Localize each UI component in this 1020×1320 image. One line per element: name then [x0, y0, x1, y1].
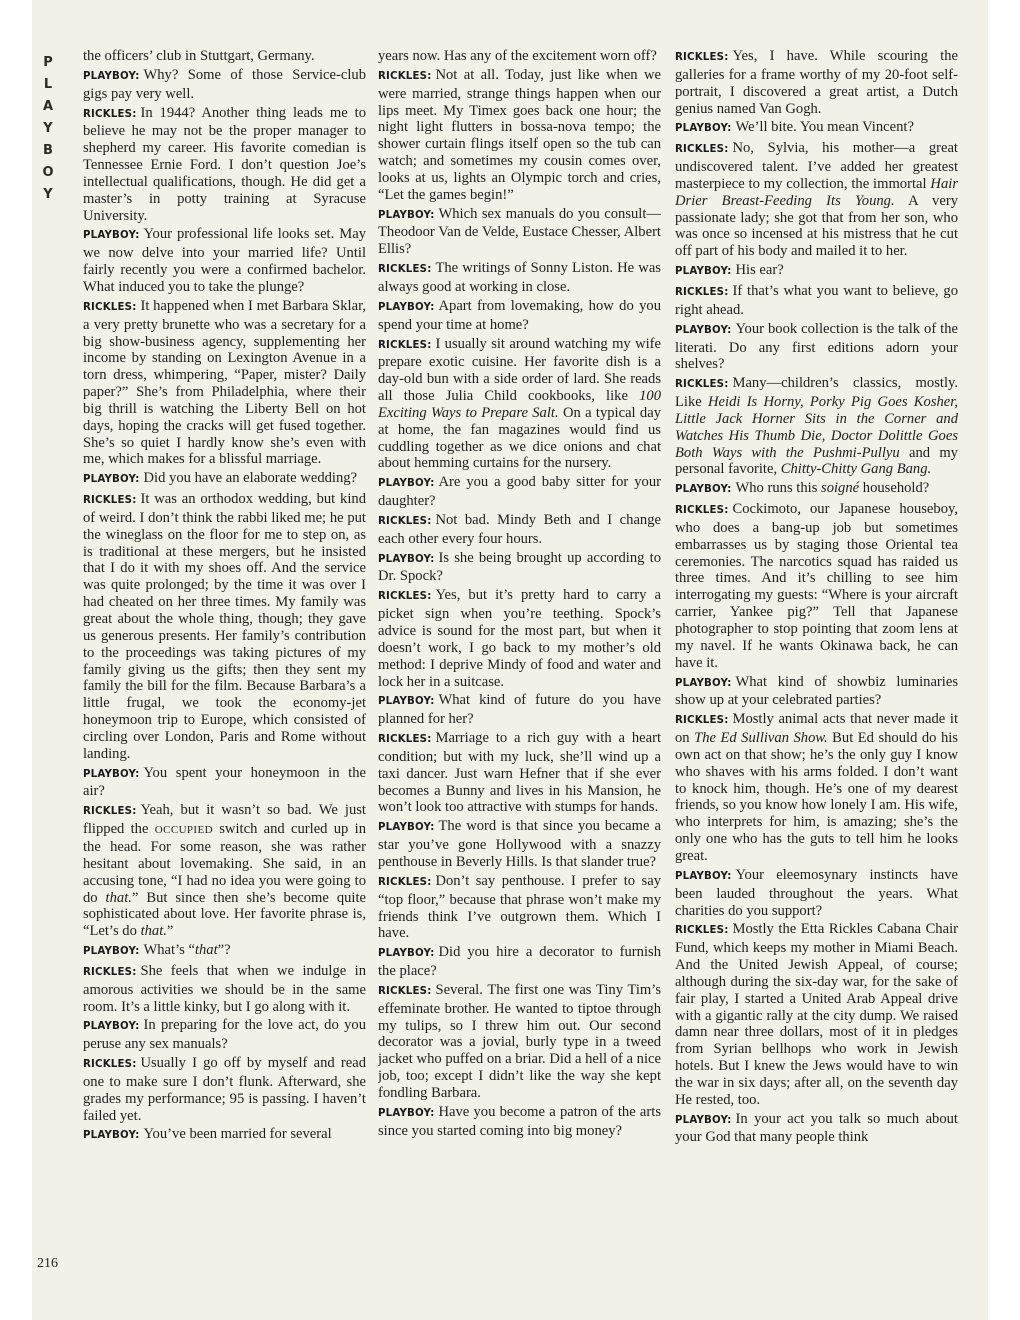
italic-title: that	[194, 942, 218, 959]
speaker-label: RICKLES:	[83, 806, 137, 818]
speaker-label: RICKLES:	[378, 876, 432, 888]
italic-title: that.	[140, 923, 167, 940]
interview-paragraph: RICKLES: Don’t say penthouse. I prefer to say “top floor,” because that phrase won’t make my friends think I’ve outgrown them. Which I have.	[378, 872, 661, 942]
italic-title: soigné	[821, 480, 860, 497]
interview-paragraph: RICKLES: Cockimoto, our Japanese houseboy, who does a bang-up job but sometimes embarrasses us by staging those Oriental tea ceremonies. The narcotics squad has raided us three times. And it’s chilling to see him interrogating my guests: “Where is your aircraft carrier, Yankee pig?” Tell that Japanese photographer to stop pointing that zoom lens at my navel. If he wants Okinawa back, he can have it.	[675, 501, 958, 671]
interview-paragraph: PLAYBOY: His ear?	[675, 262, 784, 279]
speaker-label: RICKLES:	[378, 985, 432, 997]
interview-paragraph: RICKLES: It was an orthodox wedding, but kind of weird. I don’t think the rabbi liked me; he put the wineglass on the floor for me to step on, as is traditional at these mergers, but he insisted that I do it with my shoes off. And the service was quite prolonged; by the time it was over I had cheated on her three times. My family was great about the whole thing, though; they gave us generous presents. Her family’s contribution to the proceedings was taking pictures of my family giving us the gifts; then they sent my family the bill for the film. Because Barbara’s a little frugal, we took the economy-jet honeymoon trip to Europe, which consisted of circling over London, Paris and Rome without landing.	[83, 491, 366, 762]
speaker-label: RICKLES:	[83, 301, 137, 313]
speaker-label: RICKLES:	[378, 515, 432, 527]
speaker-label: PLAYBOY:	[675, 870, 732, 882]
speaker-label: PLAYBOY:	[378, 822, 435, 834]
interview-paragraph: RICKLES: Mostly the Etta Rickles Cabana Chair Fund, which keeps my mother in Miami Beach. And the United Jewish Appeal, of course; although during the six-day war, for the sake of fair play, I started a United Arab Appeal drive with a gigantic rally at the city dump. We raised damn near three dollars, most of it in pledges from Syrian bellhops who work in Jewish hotels. But I knew the Jews would have to win the war in six days; after all, on the seventh day He rested, too.	[675, 921, 958, 1108]
speaker-label: PLAYBOY:	[378, 948, 435, 960]
interview-paragraph: RICKLES: Marriage to a rich guy with a heart condition; but with my luck, she’ll wind up a taxi dancer. Just warn Hefner that if she ever becomes a Bunny and lives in his Mansion, he won’t look too attractive with stumps for hands.	[378, 730, 661, 816]
speaker-label: PLAYBOY:	[83, 1021, 140, 1033]
small-caps-text: OCCUPIED	[154, 824, 213, 837]
running-head-letter: Y	[43, 121, 53, 136]
interview-paragraph: PLAYBOY: Who runs this soigné household?	[675, 480, 930, 497]
interview-paragraph: PLAYBOY: Apart from lovemaking, how do you spend your time at home?	[378, 297, 661, 333]
speaker-label: PLAYBOY:	[378, 209, 435, 221]
interview-paragraph: RICKLES: It happened when I met Barbara Sklar, a very pretty brunette who was a secretary for a big show-business agency, supplementing her income by standing on Lexington Avenue in a torn dress, whimpering, “Paper, mister? Daily paper?” She’s from Philadelphia, where their big thrill is watching the Liberty Bell on hot days, hoping the cracks will get fused together. She’s so quiet I hardly know she’s even with me, which makes for a blissful marriage.	[83, 297, 366, 468]
interview-paragraph: PLAYBOY: The word is that since you became a star you’ve gone Hollywood with a snazzy penthouse in Beverly Hills. Is that slander true?	[378, 818, 661, 870]
speaker-label: PLAYBOY:	[83, 70, 140, 82]
text-column-3	[675, 48, 958, 1273]
italic-title: that.	[105, 889, 132, 906]
interview-paragraph: PLAYBOY: We’ll bite. You mean Vincent?	[675, 119, 914, 136]
speaker-label: PLAYBOY:	[378, 1107, 435, 1119]
text-column-1	[83, 48, 366, 1273]
running-head-letter: Y	[43, 187, 53, 202]
speaker-label: RICKLES:	[378, 734, 432, 746]
interview-paragraph: the officers’ club in Stuttgart, Germany.	[83, 48, 315, 64]
interview-paragraph: years now. Has any of the excitement worn off?	[378, 48, 657, 64]
italic-title: Hair Drier Breast-Feeding Its Young.	[675, 175, 958, 209]
speaker-label: PLAYBOY:	[675, 324, 732, 336]
interview-paragraph: RICKLES: The writings of Sonny Liston. He was always good at working in close.	[378, 260, 661, 295]
interview-paragraph: PLAYBOY: Which sex manuals do you consult—Theodoor Van de Velde, Eustace Chesser, Albert Ellis?	[378, 205, 661, 258]
interview-paragraph: PLAYBOY: Your book collection is the talk of the literati. Do any first editions adorn your shelves?	[675, 320, 958, 373]
interview-paragraph: RICKLES: Mostly animal acts that never made it on The Ed Sullivan Show. But Ed should do his own act on that show; he’s the only guy I know who shaves with his arms folded. I don’t want to knock him, though. He’s one of my dearest friends, so you know how lonely I am. His wife, who interprets for him, is amazing; she’s the only one who has the guts to tell him he looks great.	[675, 711, 958, 864]
speaker-label: PLAYBOY:	[378, 553, 435, 565]
interview-paragraph: PLAYBOY: What’s “that”?	[83, 942, 231, 959]
speaker-label: RICKLES:	[675, 286, 729, 298]
interview-paragraph: RICKLES: Usually I go off by myself and read one to make sure I don’t flunk. Afterward, she grades my performance; 95 is passing. I haven’t failed yet.	[83, 1055, 366, 1124]
running-head-letter: L	[43, 77, 53, 92]
speaker-label: PLAYBOY:	[675, 123, 732, 135]
interview-paragraph: RICKLES: Many—children’s classics, mostly. Like Heidi Is Horny, Porky Pig Goes Kosher, Little Jack Horner Sits in the Corner and Watches His Thumb Die, Doctor Dolittle Goes Both Ways with the Pushmi-Pullyu and my personal favorite, Chitty-Chitty Gang Bang.	[675, 375, 958, 478]
interview-paragraph: RICKLES: Yeah, but it wasn’t so bad. We just flipped the OCCUPIED switch and curled up in the head. For some reason, she was rather hesitant about lovemaking. She said, in an accusing tone, “I had no idea you were going to do that.” But since then she’s become quite sophisticated about love. Her favorite phrase is, “Let’s do that.”	[83, 802, 366, 940]
interview-paragraph: PLAYBOY: Why? Some of those Service-club gigs pay very well.	[83, 66, 366, 102]
speaker-label: PLAYBOY:	[378, 301, 435, 313]
speaker-label: PLAYBOY:	[83, 946, 140, 958]
interview-paragraph: PLAYBOY: Did you hire a decorator to furnish the place?	[378, 944, 661, 980]
speaker-label: RICKLES:	[378, 264, 432, 276]
speaker-label: PLAYBOY:	[675, 484, 732, 496]
italic-title: Heidi Is Horny, Porky Pig Goes Kosher, Little Jack Horner Sits in the Corner and Watches His Thumb Die, Doctor Dolittle Goes Both Ways with the Pushmi-Pullyu	[675, 394, 958, 461]
speaker-label: PLAYBOY:	[675, 266, 732, 278]
running-head-letter: P	[43, 55, 53, 70]
interview-paragraph: PLAYBOY: Your professional life looks set. May we now delve into your married life? Until fairly recently you were a confirmed bachelor. What induced you to take the plunge?	[83, 226, 366, 295]
interview-paragraph: RICKLES: She feels that when we indulge in amorous activities we should be in the same room. It’s a little kinky, but I go along with it.	[83, 962, 366, 1015]
speaker-label: RICKLES:	[378, 591, 432, 603]
speaker-label: RICKLES:	[675, 925, 729, 937]
interview-paragraph: RICKLES: Not bad. Mindy Beth and I change each other every four hours.	[378, 511, 661, 547]
running-head-letter: O	[42, 165, 54, 180]
speaker-label: PLAYBOY:	[83, 1130, 140, 1142]
interview-paragraph: RICKLES: Yes, but it’s pretty hard to carry a picket sign when you’re teething. Spock’s advice is sound for the most part, but when it doesn’t work, I go back to my mother’s old method: I deprive Mindy of food and water and lock her in a suitcase.	[378, 587, 661, 690]
running-head-playboy	[40, 52, 56, 206]
speaker-label: PLAYBOY:	[675, 1114, 732, 1126]
speaker-label: RICKLES:	[83, 966, 137, 978]
interview-paragraph: PLAYBOY: You’ve been married for several	[83, 1126, 332, 1143]
italic-title: The Ed Sullivan Show.	[694, 730, 828, 747]
interview-paragraph: RICKLES: Yes, I have. While scouring the galleries for a frame worthy of my 20-foot self-portrait, I discovered a great artist, a Dutch genius named Van Gogh.	[675, 48, 958, 117]
speaker-label: RICKLES:	[675, 715, 729, 727]
interview-paragraph: RICKLES: Not at all. Today, just like when we were married, strange things happen when our lips meet. My Timex goes back one hour; the night light flutters in bossa-nova tempo; the shower curtain flings itself open so the tub can watch; and sometimes my cousin comes over, looks at us, lights an Olympic torch and cries, “Let the games begin!”	[378, 66, 661, 203]
speaker-label: PLAYBOY:	[83, 474, 140, 486]
interview-paragraph: RICKLES: I usually sit around watching my wife prepare exotic cuisine. Her favorite dish is a day-old bun with a side order of lard. She reads all those Julia Child cookbooks, like 100 Exciting Ways to Prepare Salt. On a typical day at home, the fan magazines would find us cuddling together as we dice onions and chat about hemming curtains for the nursery.	[378, 335, 661, 472]
interview-paragraph: RICKLES: If that’s what you want to believe, go right ahead.	[675, 282, 958, 318]
speaker-label: RICKLES:	[675, 52, 729, 63]
speaker-label: PLAYBOY:	[675, 677, 732, 689]
interview-paragraph: RICKLES: No, Sylvia, his mother—a great undiscovered talent. I’ve added her greatest masterpiece to my collection, the immortal Hair Drier Breast-Feeding Its Young. A very passionate lady; she got that from her son, who was once so incensed at his mistress that he cut off part of his body and mailed it to her.	[675, 140, 958, 260]
text-column-2	[378, 48, 661, 1273]
italic-title: 100 Exciting Ways to Prepare Salt.	[378, 388, 661, 421]
speaker-label: RICKLES:	[675, 379, 729, 391]
speaker-label: PLAYBOY:	[83, 230, 140, 242]
interview-paragraph: PLAYBOY: You spent your honeymoon in the air?	[83, 764, 366, 800]
italic-title: Chitty-Chitty Gang Bang.	[780, 461, 932, 478]
interview-paragraph: PLAYBOY: Is she being brought up according to Dr. Spock?	[378, 549, 661, 585]
running-head-letter: A	[42, 99, 54, 114]
speaker-label: PLAYBOY:	[378, 478, 435, 490]
speaker-label: RICKLES:	[378, 70, 432, 82]
running-head-letter: B	[43, 143, 53, 158]
speaker-label: PLAYBOY:	[83, 768, 140, 780]
speaker-label: RICKLES:	[378, 339, 432, 351]
speaker-label: PLAYBOY:	[378, 696, 435, 708]
interview-paragraph: PLAYBOY: In preparing for the love act, do you peruse any sex manuals?	[83, 1017, 366, 1053]
speaker-label: RICKLES:	[83, 495, 137, 507]
speaker-label: RICKLES:	[675, 505, 729, 517]
interview-paragraph: PLAYBOY: What kind of future do you have planned for her?	[378, 692, 661, 728]
interview-paragraph: PLAYBOY: Have you become a patron of the arts since you started coming into big money?	[378, 1103, 661, 1139]
speaker-label: RICKLES:	[83, 108, 137, 120]
interview-paragraph: RICKLES: In 1944? Another thing leads me to believe he may not be the proper manager to shepherd my career. His favorite comedian is Tennessee Ernie Ford. I don’t question Joe’s intellectual qualifications, though. He did get a master’s in potty training at Syracuse University.	[83, 104, 366, 224]
interview-paragraph: PLAYBOY: What kind of showbiz luminaries show up at your celebrated parties?	[675, 673, 958, 709]
interview-paragraph: PLAYBOY: Your eleemosynary instincts have been lauded throughout the years. What charities do you support?	[675, 866, 958, 919]
speaker-label: RICKLES:	[83, 1059, 137, 1071]
interview-paragraph: PLAYBOY: Did you have an elaborate wedding?	[83, 470, 358, 487]
interview-paragraph: PLAYBOY: In your act you talk so much about your God that many people think	[675, 1110, 958, 1146]
interview-paragraph: RICKLES: Several. The first one was Tiny Tim’s effeminate brother. He wanted to tiptoe through my tulips, so I threw him out. Our second decorator was a jovial, burly type in a tweed jacket who puffed on a briar. Did a hell of a nice job, too; except I didn’t like the way she kept fondling Barbara.	[378, 981, 661, 1101]
speaker-label: RICKLES:	[675, 144, 729, 156]
interview-paragraph: PLAYBOY: Are you a good baby sitter for your daughter?	[378, 474, 661, 510]
page-number: 216	[37, 1256, 58, 1271]
